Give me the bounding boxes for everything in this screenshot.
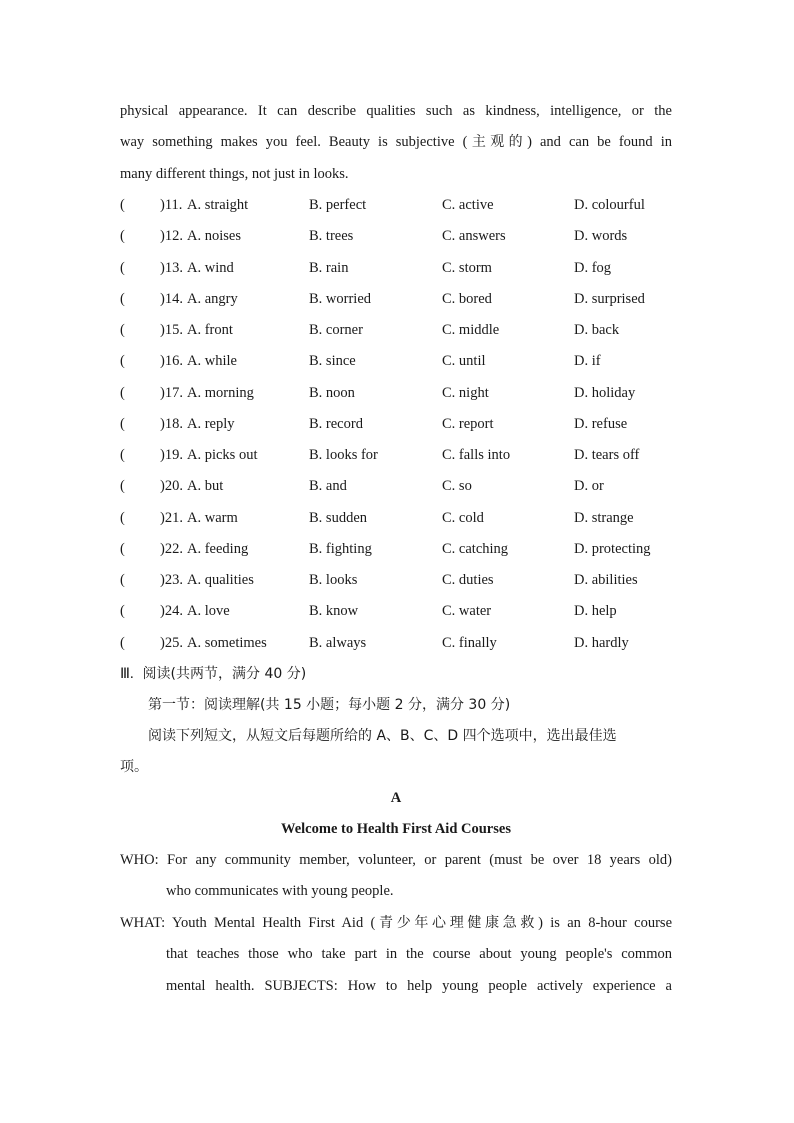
section-3-roman: Ⅲ. — [120, 666, 134, 682]
what-line-1-post: ) is an 8-hour course — [538, 915, 672, 931]
option-d: D. abilities — [574, 572, 638, 588]
question-number: )13. — [160, 259, 183, 276]
option-row — [120, 346, 680, 377]
option-c: C. answers — [442, 228, 506, 245]
option-row — [120, 315, 680, 346]
option-row — [120, 440, 680, 471]
intro-line-2-pre: way something makes you feel. Beauty is subjective ( — [120, 134, 468, 151]
question-number: )19. — [160, 447, 183, 463]
intro-line-1: physical appearance. It can describe qualities such as kindness, intelligence, or the — [120, 103, 672, 119]
option-d: D. or — [574, 478, 604, 495]
option-a: A. sometimes — [187, 634, 267, 651]
option-c: C. until — [442, 353, 486, 370]
option-row — [120, 284, 680, 315]
what-line-2: that teaches those who take part in the course about young people's common — [166, 946, 672, 963]
option-a: A. but — [187, 478, 224, 495]
option-b: B. record — [309, 415, 363, 432]
what-line-1 — [120, 908, 672, 939]
option-row — [120, 628, 680, 659]
option-a: A. noises — [187, 228, 241, 245]
what-line-1-cjk: 青少年心理健康急救 — [375, 915, 539, 931]
question-number: )20. — [160, 478, 183, 495]
answer-blank-open: ( — [120, 353, 125, 370]
option-b: B. rain — [309, 259, 349, 276]
who-line-1: WHO: For any community member, volunteer, or parent (must be over 18 years old) — [120, 852, 672, 868]
what-line-3: mental health. SUBJECTS: How to help young people actively experience a — [166, 977, 672, 994]
answer-blank-open: ( — [120, 290, 125, 307]
option-row — [120, 596, 680, 627]
option-c: C. falls into — [442, 447, 511, 463]
question-number: )15. — [160, 322, 183, 338]
option-a: A. straight — [187, 197, 249, 213]
option-b: B. trees — [309, 228, 354, 245]
what-line-1-pre: WHAT: Youth Mental Health First Aid ( — [120, 915, 376, 931]
option-b: B. looks — [309, 572, 358, 588]
option-a: A. front — [187, 322, 233, 338]
option-c: C. duties — [442, 572, 494, 588]
option-c: C. water — [442, 603, 492, 620]
option-b: B. noon — [309, 384, 355, 401]
option-d: D. strange — [574, 509, 634, 526]
option-d: D. fog — [574, 259, 612, 276]
intro-line-2-cjk: 主观的 — [467, 134, 528, 151]
section-3-heading — [120, 659, 680, 690]
option-c: C. so — [442, 478, 472, 495]
answer-blank-open: ( — [120, 322, 125, 338]
question-number: )11. — [160, 197, 183, 213]
cloze-options-list — [120, 190, 680, 659]
intro-line-2 — [120, 127, 672, 158]
option-row — [120, 471, 680, 502]
section-sub-heading: 第一节：阅读理解(共 15 小题；每小题 2 分，满分 30 分) — [148, 697, 511, 713]
question-number: )12. — [160, 228, 183, 245]
intro-line-2-post: ) and can be found in — [527, 134, 673, 151]
option-b: B. always — [309, 634, 367, 651]
option-b: B. fighting — [309, 540, 372, 557]
option-a: A. morning — [187, 384, 254, 401]
option-d: D. protecting — [574, 540, 651, 557]
answer-blank-open: ( — [120, 197, 125, 213]
option-d: D. words — [574, 228, 628, 245]
option-d: D. hardly — [574, 634, 629, 651]
question-number: )18. — [160, 415, 183, 432]
option-d: D. if — [574, 353, 601, 370]
instruction-line-2: 项。 — [120, 759, 148, 775]
option-row — [120, 221, 680, 252]
option-row — [120, 565, 680, 596]
option-b: B. know — [309, 603, 359, 620]
what-block — [120, 908, 672, 1002]
intro-line-3: many different things, not just in looks. — [120, 165, 349, 182]
option-c: C. middle — [442, 322, 500, 338]
question-number: )24. — [160, 603, 183, 620]
option-c: C. night — [442, 384, 489, 401]
option-row — [120, 190, 680, 221]
who-block — [120, 845, 672, 908]
option-c: C. finally — [442, 634, 497, 651]
option-a: A. reply — [187, 415, 235, 432]
option-c: C. report — [442, 415, 494, 432]
option-a: A. picks out — [187, 447, 258, 463]
option-c: C. storm — [442, 259, 492, 276]
option-a: A. angry — [187, 290, 238, 307]
question-number: )16. — [160, 353, 183, 370]
option-c: C. cold — [442, 509, 484, 526]
option-a: A. feeding — [187, 540, 249, 557]
option-b: B. sudden — [309, 509, 367, 526]
option-d: D. tears off — [574, 447, 640, 463]
option-c: C. active — [442, 197, 494, 213]
question-number: )21. — [160, 509, 183, 526]
question-number: )22. — [160, 540, 183, 557]
instruction-line-1: 阅读下列短文，从短文后每题所给的 A、B、C、D 四个选项中，选出最佳选 — [148, 728, 617, 744]
passage-letter: A — [390, 790, 402, 806]
option-row — [120, 378, 680, 409]
answer-blank-open: ( — [120, 228, 125, 245]
answer-blank-open: ( — [120, 384, 125, 401]
option-a: A. while — [187, 353, 237, 370]
answer-blank-open: ( — [120, 415, 125, 432]
option-b: B. since — [309, 353, 356, 370]
option-d: D. help — [574, 603, 617, 620]
passage-title: Welcome to Health First Aid Courses — [281, 821, 511, 837]
answer-blank-open: ( — [120, 634, 125, 651]
answer-blank-open: ( — [120, 259, 125, 276]
section-3-heading-text: 阅读(共两节，满分 40 分) — [142, 666, 307, 682]
answer-blank-open: ( — [120, 540, 125, 557]
option-row — [120, 253, 680, 284]
who-line-2: who communicates with young people. — [166, 883, 394, 900]
option-d: D. refuse — [574, 415, 628, 432]
intro-paragraph — [120, 96, 672, 190]
option-d: D. holiday — [574, 384, 636, 401]
option-a: A. warm — [187, 509, 238, 526]
answer-blank-open: ( — [120, 603, 125, 620]
answer-blank-open: ( — [120, 572, 125, 588]
answer-blank-open: ( — [120, 509, 125, 526]
answer-blank-open: ( — [120, 447, 125, 463]
option-b: B. perfect — [309, 197, 367, 213]
option-d: D. back — [574, 322, 620, 338]
option-a: A. wind — [187, 259, 234, 276]
option-d: D. surprised — [574, 290, 645, 307]
question-number: )23. — [160, 572, 183, 588]
option-b: B. and — [309, 478, 347, 495]
question-number: )17. — [160, 384, 183, 401]
option-c: C. bored — [442, 290, 492, 307]
option-row — [120, 503, 680, 534]
option-a: A. qualities — [187, 572, 254, 588]
question-number: )14. — [160, 290, 183, 307]
option-row — [120, 534, 680, 565]
option-d: D. colourful — [574, 197, 645, 213]
option-c: C. catching — [442, 540, 509, 557]
option-a: A. love — [187, 603, 230, 620]
option-b: B. looks for — [309, 447, 378, 463]
option-row — [120, 409, 680, 440]
answer-blank-open: ( — [120, 478, 125, 495]
option-b: B. worried — [309, 290, 372, 307]
question-number: )25. — [160, 634, 183, 651]
option-b: B. corner — [309, 322, 363, 338]
